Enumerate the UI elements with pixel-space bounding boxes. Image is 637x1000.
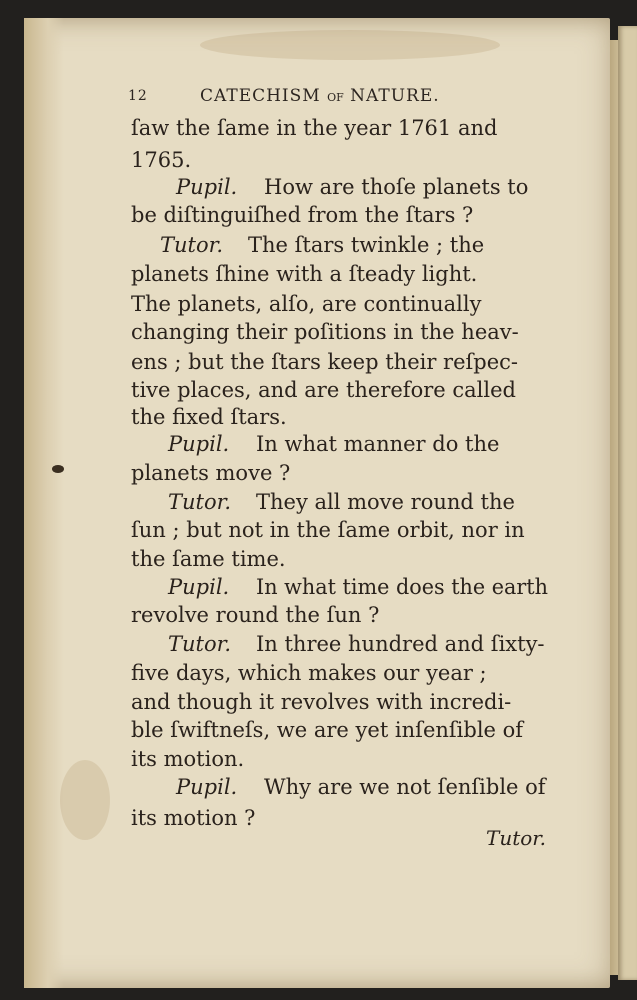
line-text: In what time does the earth [256, 575, 548, 599]
speaker-label: Pupil. [168, 575, 230, 599]
line-text: the fixed ſtars. [131, 405, 287, 429]
line-text: the ſame time. [131, 547, 286, 571]
text-line [0, 518, 637, 548]
text-line [0, 350, 637, 380]
text-line [0, 632, 637, 662]
text-line [0, 320, 637, 350]
text-line [0, 603, 637, 633]
text-line [0, 378, 637, 408]
line-text: ble ſwiftneſs, we are yet inſenſible of [131, 718, 524, 742]
speaker-label: Pupil. [176, 175, 238, 199]
line-text: planets move ? [131, 461, 291, 485]
line-text: changing their poſitions in the heav- [131, 320, 519, 344]
title-before: CATECHISM [200, 86, 328, 106]
line-text: 1765. [131, 148, 192, 172]
line-text: They all move round the [256, 490, 515, 514]
line-text: In three hundred and ſixty- [256, 632, 545, 656]
text-line [0, 262, 637, 292]
text-line [0, 775, 637, 805]
text-line [0, 461, 637, 491]
speaker-label: Pupil. [168, 432, 230, 456]
text-line [0, 547, 637, 577]
text-line [0, 148, 637, 178]
text-line [0, 575, 637, 605]
line-text: planets ſhine with a ſteady light. [131, 262, 478, 286]
speaker-label: Tutor. [168, 632, 232, 656]
speaker-label: Tutor. [168, 490, 232, 514]
text-line [0, 718, 637, 748]
line-text: and though it revolves with incredi- [131, 690, 512, 714]
line-text: five days, which makes our year ; [131, 661, 487, 685]
text-line [0, 116, 637, 146]
line-text: In what manner do the [256, 432, 500, 456]
speaker-label: Tutor. [160, 233, 224, 257]
text-line [0, 661, 637, 691]
text-line [0, 175, 637, 205]
line-text: tive places, and are therefore called [131, 378, 516, 402]
text-line [0, 690, 637, 720]
text-line [0, 292, 637, 322]
line-text: ens ; but the ſtars keep their reſpec- [131, 350, 519, 374]
catchword: Tutor. [486, 826, 547, 850]
line-text: revolve round the ſun ? [131, 603, 380, 627]
page-number: 12 [128, 88, 148, 104]
text-line [0, 432, 637, 462]
line-text: ſun ; but not in the ſame orbit, nor in [131, 518, 525, 542]
line-text: its motion. [131, 747, 245, 771]
line-text: its motion ? [131, 806, 256, 830]
line-text: Why are we not ſenſible of [264, 775, 546, 799]
text-line [0, 233, 637, 263]
line-text: be diſtinguiſhed from the ſtars ? [131, 203, 474, 227]
line-text: The ſtars twinkle ; the [248, 233, 485, 257]
title-small: OF [327, 91, 344, 104]
line-text: The planets, alſo, are continually [131, 292, 482, 316]
line-text: How are thoſe planets to [264, 175, 529, 199]
text-line [0, 490, 637, 520]
paper-stain [200, 30, 500, 60]
line-text: ſaw the ſame in the year 1761 and [131, 116, 498, 140]
text-line [0, 203, 637, 233]
running-title [200, 86, 440, 106]
text-line [0, 747, 637, 777]
text-line [0, 405, 637, 435]
speaker-label: Pupil. [176, 775, 238, 799]
title-after: NATURE. [343, 86, 440, 106]
running-header [128, 86, 568, 112]
